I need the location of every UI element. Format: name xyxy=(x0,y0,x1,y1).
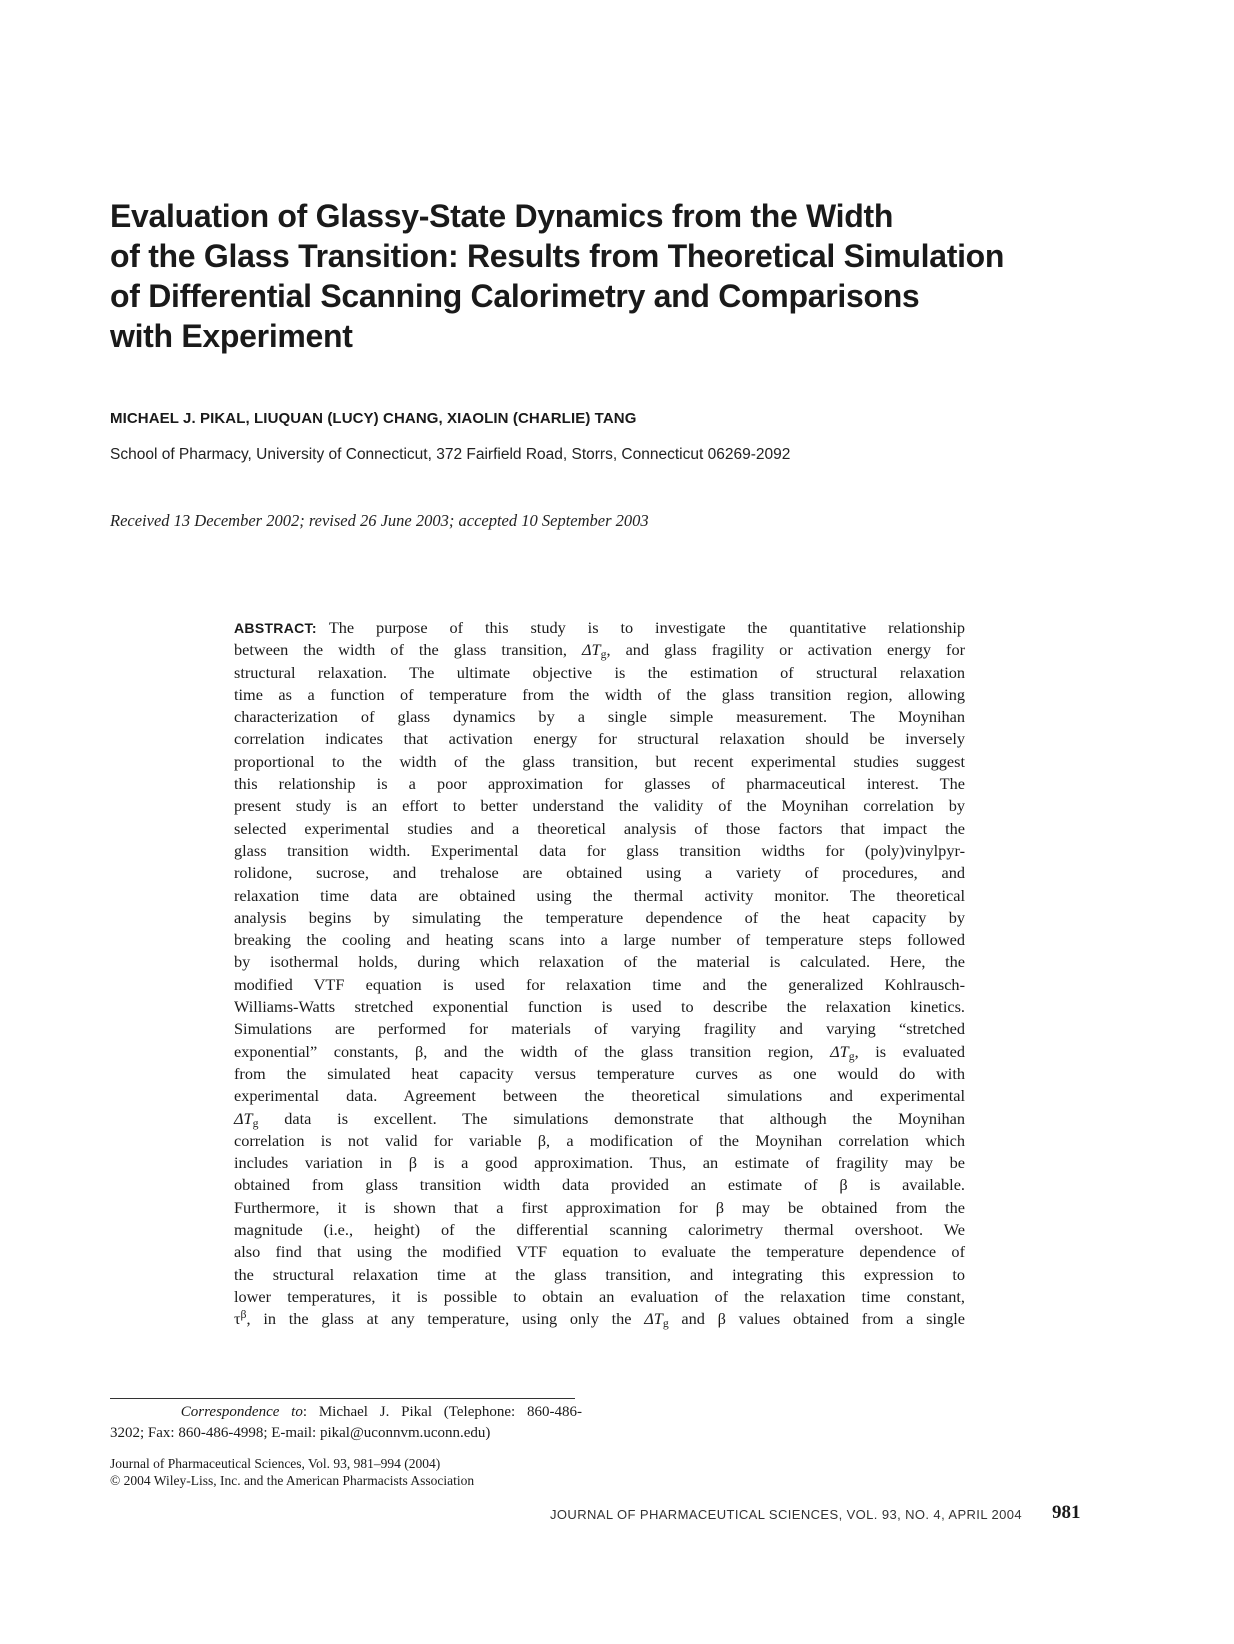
abstract-line: also find that using the modified VTF equation to evaluate the temperature dependence of xyxy=(234,1242,965,1262)
correspondence-line: Correspondence to: Michael J. Pikal (Telephone: 860-486- xyxy=(180,1404,582,1420)
abstract-line: exponential” constants, β, and the width of the glass transition region, $\Delta T_g$, is evaluated xyxy=(234,1041,965,1063)
abstract-line: from the simulated heat capacity versus temperature curves as one would do with xyxy=(234,1063,965,1083)
abstract-line: by isothermal holds, during which relaxation of the material is calculated. Here, the xyxy=(234,952,965,972)
abstract-line: rolidone, sucrose, and trehalose are obtained using a variety of procedures, and xyxy=(234,863,965,883)
abstract-line: this relationship is a poor approximation for glasses of pharmaceutical interest. The xyxy=(234,774,965,794)
correspondence-line: 3202; Fax: 860-486-4998; E-mail: pikal@uconnvm.uconn.edu) xyxy=(110,1425,491,1441)
abstract-line: present study is an effort to better understand the validity of the Moynihan correlation by xyxy=(234,796,965,816)
page-number: 981 xyxy=(1052,1502,1081,1523)
abstract-line: Williams-Watts stretched exponential function is used to describe the relaxation kinetics. xyxy=(234,997,965,1017)
title-line: of the Glass Transition: Results from Theoretical Simulation xyxy=(110,238,1005,274)
received-dates: Received 13 December 2002; revised 26 June 2003; accepted 10 September 2003 xyxy=(110,511,649,530)
affiliation: School of Pharmacy, University of Connecticut, 372 Fairfield Road, Storrs, Connecticut 06269-2092 xyxy=(110,446,791,463)
copyright-notice: © 2004 Wiley-Liss, Inc. and the American Pharmacists Association xyxy=(110,1473,475,1488)
abstract-line: correlation is not valid for variable β, a modification of the Moynihan correlation which xyxy=(234,1130,965,1150)
abstract-line: $\tau^\beta$, in the glass at any temperature, using only the $\Delta T_g$ and β values obtained from a single xyxy=(234,1308,965,1331)
abstract-line: Simulations are performed for materials of varying fragility and varying “stretched xyxy=(234,1019,965,1039)
abstract-label: ABSTRACT: xyxy=(234,620,317,636)
title-line: Evaluation of Glassy-State Dynamics from the Width xyxy=(110,198,894,234)
abstract-text: The purpose of this study is to investigate the quantitative relationship xyxy=(328,618,965,637)
abstract-line: selected experimental studies and a theoretical analysis of those factors that impact the xyxy=(234,818,965,838)
article-title xyxy=(110,196,1090,356)
abstract-line: breaking the cooling and heating scans into a large number of temperature steps followed xyxy=(234,930,965,950)
abstract-line: $\Delta T_g$ data is excellent. The simulations demonstrate that although the Moynihan xyxy=(234,1108,965,1130)
author-list: MICHAEL J. PIKAL, LIUQUAN (LUCY) CHANG, XIAOLIN (CHARLIE) TANG xyxy=(110,410,637,427)
abstract-line: analysis begins by simulating the temperature dependence of the heat capacity by xyxy=(234,907,965,927)
abstract-line: proportional to the width of the glass transition, but recent experimental studies suggest xyxy=(234,751,965,771)
abstract-line: includes variation in β is a good approximation. Thus, an estimate of fragility may be xyxy=(234,1153,965,1173)
abstract-line: structural relaxation. The ultimate objective is the estimation of structural relaxation xyxy=(234,662,965,682)
abstract-line xyxy=(234,617,965,639)
title-line: with Experiment xyxy=(110,318,353,354)
abstract-line: glass transition width. Experimental data for glass transition widths for (poly)vinylpyr- xyxy=(234,840,965,860)
abstract-line: characterization of glass dynamics by a single simple measurement. The Moynihan xyxy=(234,707,965,727)
journal-citation: Journal of Pharmaceutical Sciences, Vol. 93, 981–994 (2004) xyxy=(110,1456,441,1471)
abstract-line: the structural relaxation time at the glass transition, and integrating this expression to xyxy=(234,1264,965,1284)
running-footer: JOURNAL OF PHARMACEUTICAL SCIENCES, VOL. 93, NO. 4, APRIL 2004 xyxy=(550,1507,1022,1522)
abstract-line: Furthermore, it is shown that a first approximation for β may be obtained from the xyxy=(234,1197,965,1217)
abstract xyxy=(234,617,965,1331)
abstract-line: experimental data. Agreement between the theoretical simulations and experimental xyxy=(234,1086,965,1106)
abstract-line: relaxation time data are obtained using the thermal activity monitor. The theoretical xyxy=(234,885,965,905)
abstract-line: lower temperatures, it is possible to obtain an evaluation of the relaxation time constant, xyxy=(234,1286,965,1306)
abstract-line: between the width of the glass transition, $\Delta T_g$, and glass fragility or activation energy for xyxy=(234,640,966,662)
journal-info xyxy=(110,1455,474,1489)
correspondence-label: Correspondence to xyxy=(180,1404,303,1420)
title-line: of Differential Scanning Calorimetry and Comparisons xyxy=(110,278,920,314)
abstract-line: modified VTF equation is used for relaxation time and the generalized Kohlrausch- xyxy=(234,974,965,994)
abstract-line: obtained from glass transition width data provided an estimate of β is available. xyxy=(234,1175,965,1195)
abstract-line: correlation indicates that activation energy for structural relaxation should be inversely xyxy=(234,729,965,749)
abstract-line: time as a function of temperature from the width of the glass transition region, allowing xyxy=(234,684,965,704)
footnote-divider xyxy=(110,1398,575,1399)
abstract-line: magnitude (i.e., height) of the differential scanning calorimetry thermal overshoot. We xyxy=(234,1220,965,1240)
correspondence-footnote xyxy=(110,1402,582,1444)
